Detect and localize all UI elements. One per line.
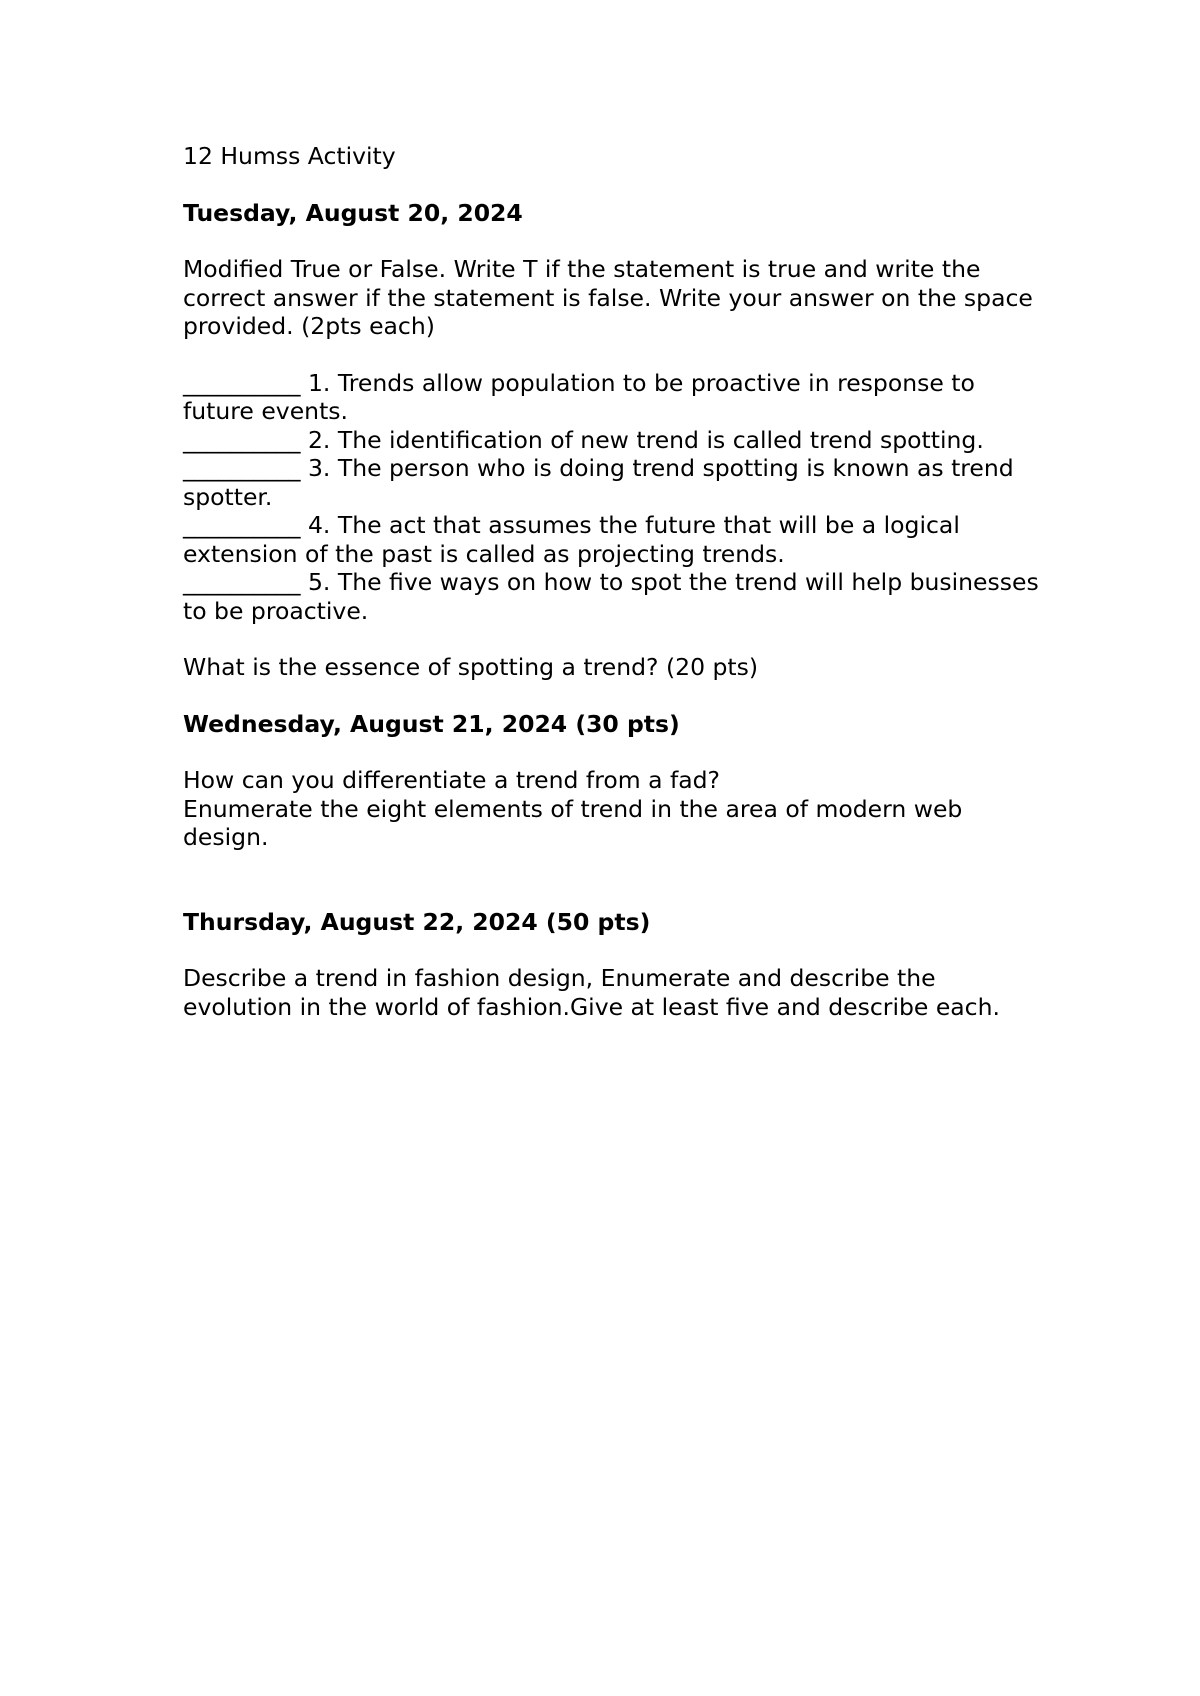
answer-blank: __________ xyxy=(183,511,301,539)
document-page xyxy=(183,142,1043,1021)
answer-blank: __________ xyxy=(183,568,301,596)
answer-blank: __________ xyxy=(183,425,301,454)
true-false-list xyxy=(183,369,1043,626)
thursday-question: Describe a trend in fashion design, Enumerate and describe the evolution in the world of fashion.Give at least five and describe each. xyxy=(183,964,1000,1021)
tuesday-instructions: Modified True or False. Write T if the statement is true and write the correct answer if the statement is false. Write your answer on the space provided. (2pts each) xyxy=(183,255,1033,340)
wednesday-question-2: Enumerate the eight elements of trend in the area of modern web design. xyxy=(183,794,963,851)
list-item xyxy=(183,454,1043,511)
list-item xyxy=(183,568,1043,625)
list-item xyxy=(183,369,1043,426)
wednesday-heading: Wednesday, August 21, 2024 (30 pts) xyxy=(183,709,680,738)
item-text: 1. Trends allow population to be proactive in response to future events. xyxy=(183,368,975,425)
list-item xyxy=(183,511,1043,568)
tuesday-heading: Tuesday, August 20, 2024 xyxy=(183,198,523,227)
essay-question: What is the essence of spotting a trend? (20 pts) xyxy=(183,653,759,681)
list-item xyxy=(183,426,1043,455)
wednesday-question-1: How can you differentiate a trend from a fad? xyxy=(183,766,721,794)
document-title: 12 Humss Activity xyxy=(183,142,396,170)
thursday-heading: Thursday, August 22, 2024 (50 pts) xyxy=(183,907,651,936)
item-text: 3. The person who is doing trend spotting is known as trend spotter. xyxy=(183,454,1014,511)
item-text: 5. The five ways on how to spot the trend will help businesses to be proactive. xyxy=(183,568,1039,625)
item-text: 4. The act that assumes the future that will be a logical extension of the past is called as projecting trends. xyxy=(183,511,960,568)
item-text: 2. The identification of new trend is called trend spotting. xyxy=(300,425,984,454)
answer-blank: __________ xyxy=(183,454,301,482)
answer-blank: __________ xyxy=(183,368,301,397)
